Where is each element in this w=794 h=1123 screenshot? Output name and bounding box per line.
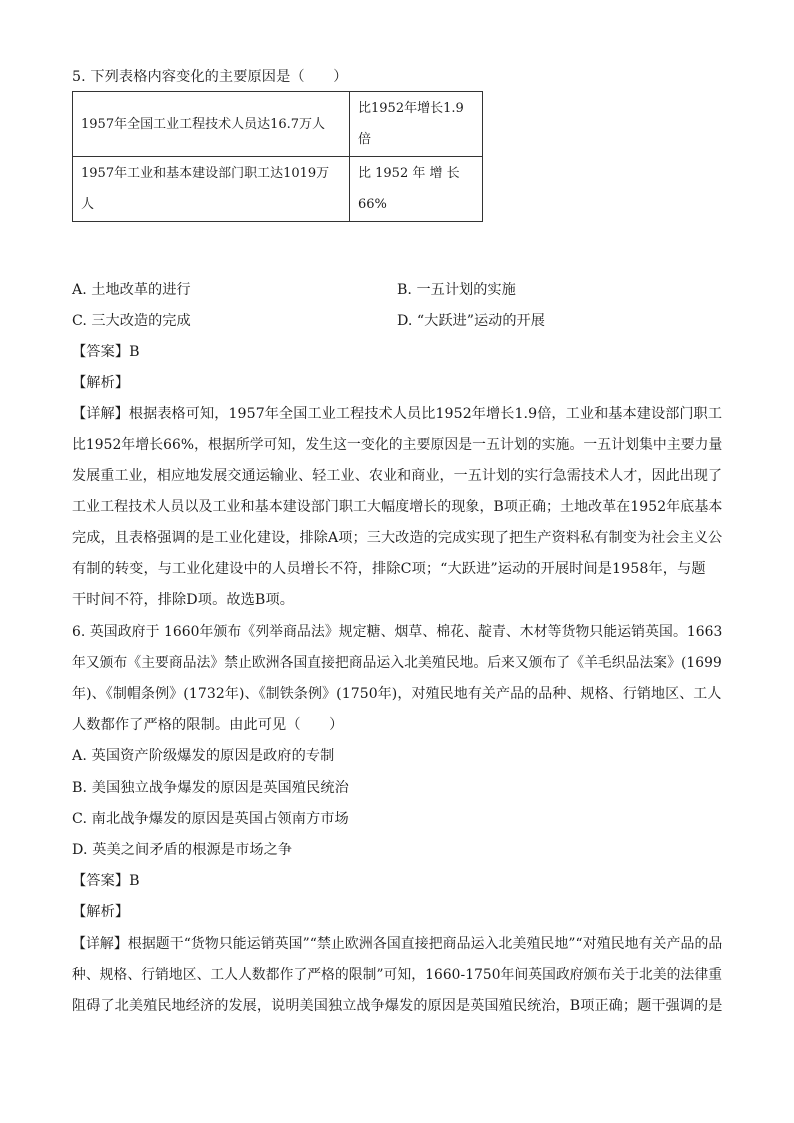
table-cell: 1957年工业和基本建设部门职工达1019万人 — [73, 157, 350, 222]
q5-stem: 5. 下列表格内容变化的主要原因是（ ） — [72, 69, 348, 85]
q6-answer: 【答案】B — [72, 873, 140, 889]
table-cell: 比 1952 年 增 长 66% — [350, 157, 483, 222]
q6-detail-line: 种、规格、行销地区、工人人数都作了严格的限制”可知，1660-1750年间英国政府颁布关于北美的法律重 — [72, 967, 723, 983]
q5-option-d: D. “大跃进”运动的开展 — [397, 313, 545, 329]
q6-stem-line: 年又颁布《主要商品法》禁止欧洲各国直接把商品运入北美殖民地。后来又颁布了《羊毛织品法案》(1699 — [72, 655, 722, 671]
q5-detail-line: 比1952年增长66%，根据所学可知，发生这一变化的主要原因是一五计划的实施。一五计划集中主要力量 — [72, 437, 723, 453]
q6-stem-line: 人数都作了严格的限制。由此可见（ ） — [72, 717, 344, 733]
q6-detail-line: 阻碍了北美殖民地经济的发展，说明美国独立战争爆发的原因是英国殖民统治，B项正确；题干强调的是 — [72, 998, 723, 1014]
q5-answer: 【答案】B — [72, 344, 140, 360]
q6-option-c: C. 南北战争爆发的原因是英国占领南方市场 — [72, 811, 349, 827]
q6-option-b: B. 美国独立战争爆发的原因是英国殖民统治 — [72, 780, 349, 796]
table-cell: 1957年全国工业工程技术人员达16.7万人 — [73, 92, 350, 157]
q5-option-a: A. 土地改革的进行 — [72, 282, 191, 298]
q6-detail-line: 【详解】根据题干“货物只能运销英国”“禁止欧洲各国直接把商品运入北美殖民地”“对殖民地有关产品的品 — [72, 936, 723, 952]
q5-detail-line: 干时间不符，排除D项。故选B项。 — [72, 592, 295, 608]
q5-option-c: C. 三大改造的完成 — [72, 313, 191, 329]
table-cell: 比1952年增长1.9倍 — [350, 92, 483, 157]
table-row — [73, 157, 483, 222]
q5-detail-line: 有制的转变，与工业化建设中的人员增长不符，排除C项；“大跃进”运动的开展时间是1958年，与题 — [72, 561, 706, 577]
table-row — [73, 92, 483, 157]
q6-analysis-label: 【解析】 — [72, 904, 130, 920]
q5-detail-line: 【详解】根据表格可知，1957年全国工业工程技术人员比1952年增长1.9倍，工业和基本建设部门职工 — [72, 406, 723, 422]
q5-option-b: B. 一五计划的实施 — [397, 282, 516, 298]
q5-table — [72, 91, 483, 222]
q6-option-d: D. 英美之间矛盾的根源是市场之争 — [72, 842, 293, 858]
q5-detail-line: 发展重工业，相应地发展交通运输业、轻工业、农业和商业，一五计划的实行急需技术人才，因此出现了 — [72, 468, 723, 484]
q5-detail-line: 工业工程技术人员以及工业和基本建设部门职工大幅度增长的现象，B项正确；土地改革在1952年底基本 — [72, 499, 723, 515]
q6-stem-line: 年)、《制帽条例》(1732年)、《制铁条例》(1750年)，对殖民地有关产品的品种、规格、行销地区、工人 — [72, 686, 722, 702]
q6-stem-line: 6. 英国政府于 1660年颁布《列举商品法》规定糖、烟草、棉花、靛青、木材等货物只能运销英国。1663 — [72, 624, 723, 640]
q6-option-a: A. 英国资产阶级爆发的原因是政府的专制 — [72, 748, 335, 764]
q5-analysis-label: 【解析】 — [72, 375, 130, 391]
q5-detail-line: 完成，且表格强调的是工业化建设，排除A项；三大改造的完成实现了把生产资料私有制变为社会主义公 — [72, 530, 723, 546]
